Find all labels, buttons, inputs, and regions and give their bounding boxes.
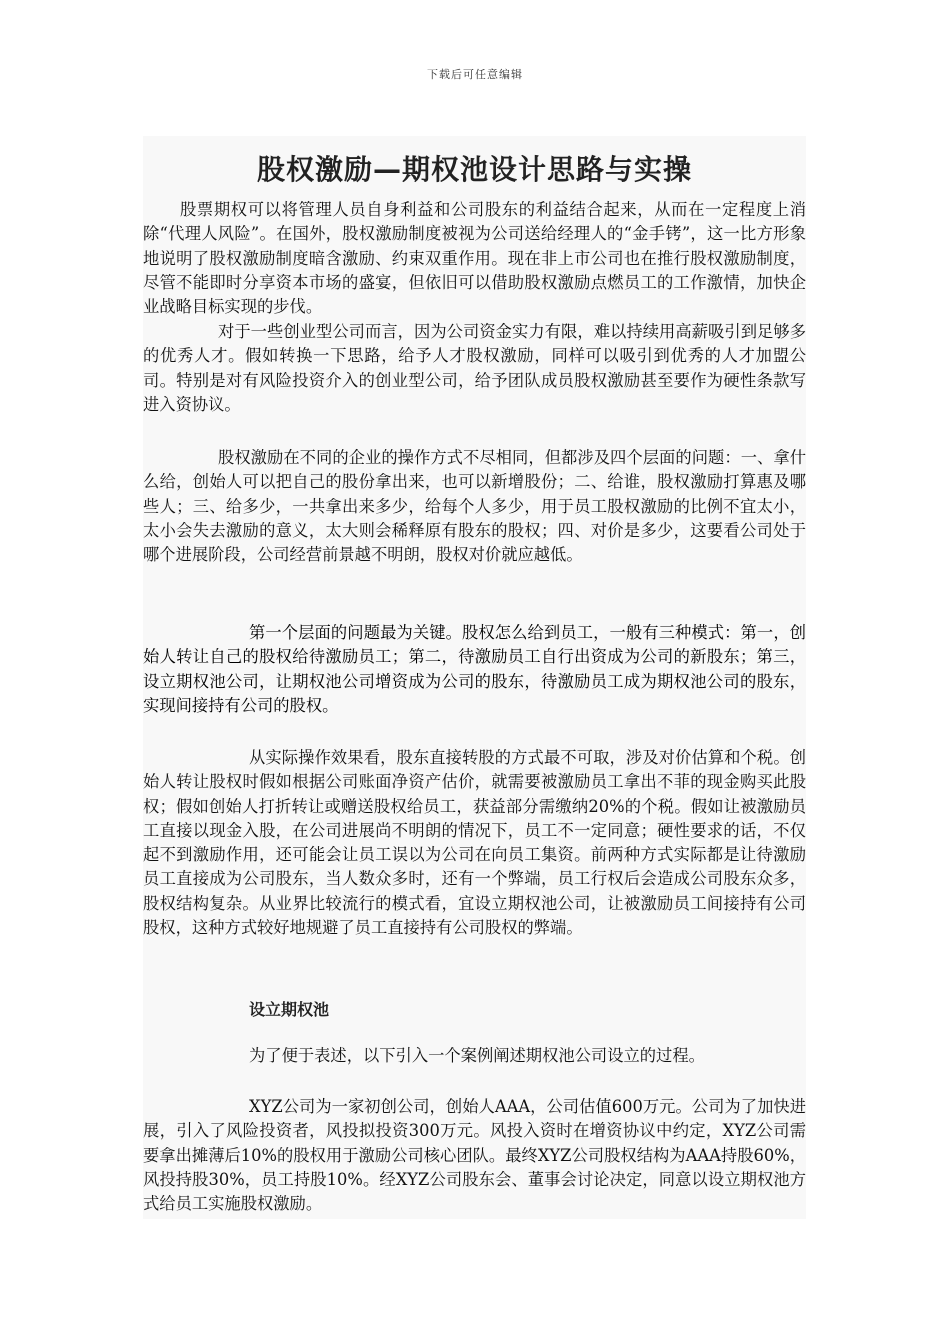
- paragraph-4: 第一个层面的问题最为关键。股权怎么给到员工，一般有三种模式：第一，创始人转让自己的股权给待激励员工；第二，待激励员工自行出资成为公司的新股东；第三，设立期权池公司，让期权池公司增资成为公司的股东，待激励员工成为期权池公司的股东，实现间接持有公司的股权。: [143, 623, 806, 715]
- paragraph-1: 股票期权可以将管理人员自身利益和公司股东的利益结合起来，从而在一定程度上消除“代理人风险”。在国外，股权激励制度被视为公司送给经理人的“金手铐”，这一比方形象地说明了股权激励制度暗含激励、约束双重作用。现在非上市公司也在推行股权激励制度，尽管不能即时分享资本市场的盛宴，但依旧可以借助股权激励点燃员工的工作激情，加快企业战略目标实现的步伐。: [143, 200, 806, 317]
- document-title: 股权激励—期权池设计思路与实操: [256, 153, 692, 186]
- page-header-note: 下载后可任意编辑: [427, 68, 523, 81]
- paragraph-2: 对于一些创业型公司而言，因为公司资金实力有限，难以持续用高薪吸引到足够多的优秀人才。假如转换一下思路，给予人才股权激励，同样可以吸引到优秀的人才加盟公司。特别是对有风险投资介入的创业型公司，给予团队成员股权激励甚至要作为硬性条款写进入资协议。: [143, 322, 806, 414]
- paragraph-5: 从实际操作效果看，股东直接转股的方式最不可取，涉及对价估算和个税。创始人转让股权时假如根据公司账面净资产估价，就需要被激励员工拿出不菲的现金购买此股权；假如创始人打折转让或赠送股权给员工，获益部分需缴纳20%的个税。假如让被激励员工直接以现金入股，在公司进展尚不明朗的情况下，员工不一定同意；硬性要求的话，不仅起不到激励作用，还可能会让员工误以为公司在向员工集资。前两种方式实际都是让待激励员工直接成为公司股东，当人数众多时，还有一个弊端，员工行权后会造成公司股东众多，股权结构复杂。从业界比较流行的模式看，宜设立期权池公司，让被激励员工间接持有公司股权，这种方式较好地规避了员工直接持有公司股权的弊端。: [143, 748, 806, 938]
- paragraph-7: XYZ公司为一家初创公司，创始人AAA，公司估值600万元。公司为了加快进展，引入了风险投资者，风投拟投资300万元。风投入资时在增资协议中约定，XYZ公司需要拿出摊薄后10%的股权用于激励公司核心团队。最终XYZ公司股权结构为AAA持股60%，风投持股30%，员工持股10%。经XYZ公司股东会、董事会讨论决定，同意以设立期权池方式给员工实施股权激励。: [143, 1097, 806, 1214]
- paragraph-6: 为了便于表述，以下引入一个案例阐述期权池公司设立的过程。: [249, 1046, 705, 1065]
- paragraph-3: 股权激励在不同的企业的操作方式不尽相同，但都涉及四个层面的问题：一、拿什么给，创始人可以把自己的股份拿出来，也可以新增股份；二、给谁，股权激励打算惠及哪些人；三、给多少，一共拿出来多少，给每个人多少，用于员工股权激励的比例不宜太小，太小会失去激励的意义，太大则会稀释原有股东的股权；四、对价是多少，这要看公司处于哪个进展阶段，公司经营前景越不明朗，股权对价就应越低。: [143, 448, 806, 565]
- section-heading-option-pool: 设立期权池: [249, 1000, 330, 1019]
